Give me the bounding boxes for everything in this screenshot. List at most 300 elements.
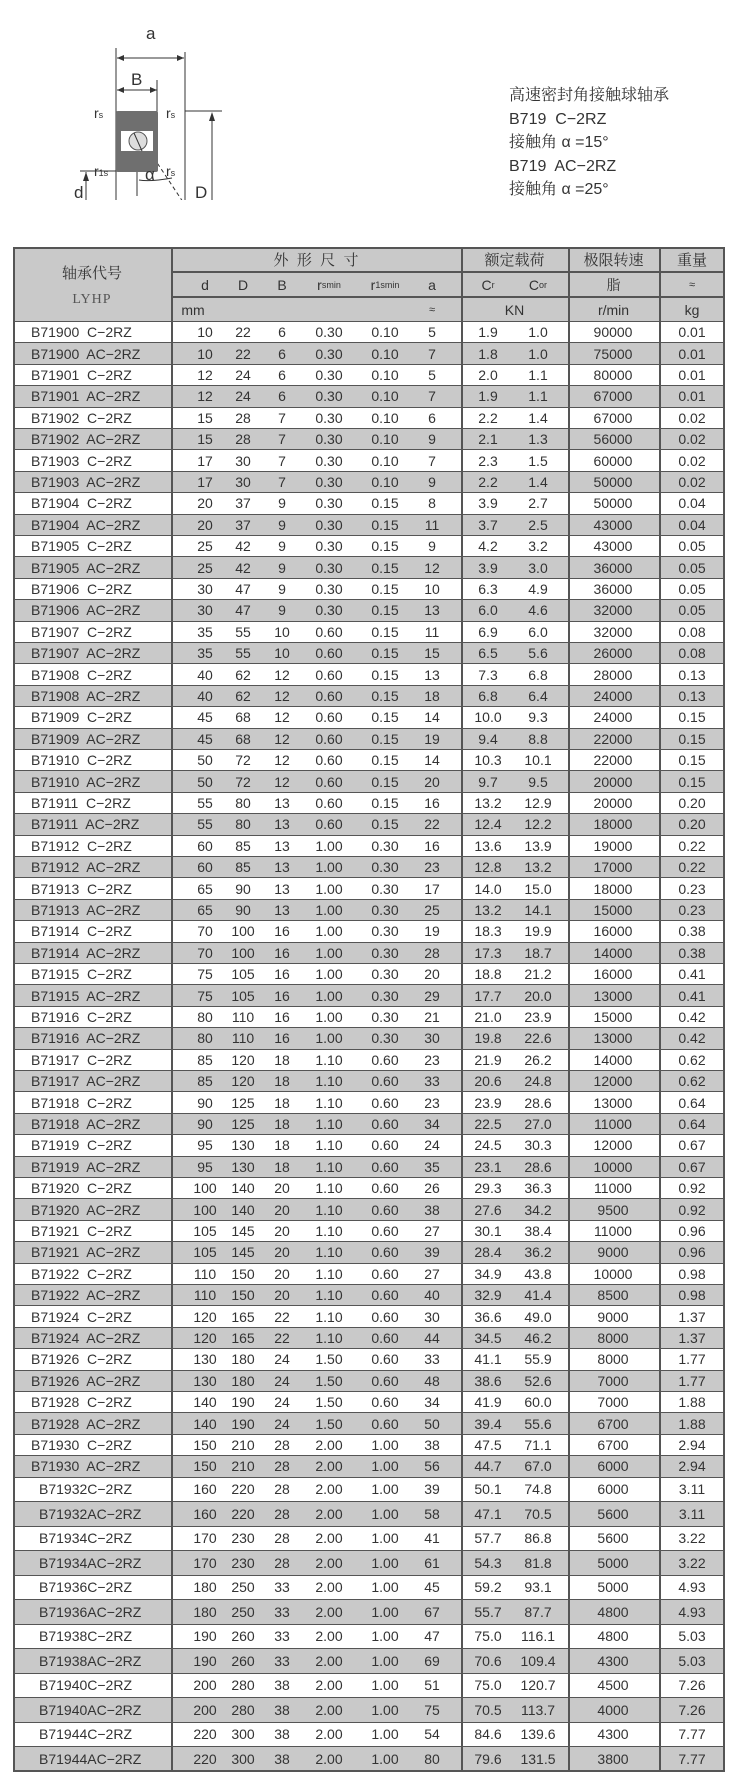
cell-D: 145 bbox=[231, 1244, 255, 1261]
cell-r1smin: 0.60 bbox=[371, 1094, 399, 1111]
cell-B: 9 bbox=[278, 559, 286, 576]
label-alpha: α bbox=[145, 165, 155, 184]
cell-D: 120 bbox=[231, 1073, 255, 1090]
cell-cr: 6.8 bbox=[478, 687, 498, 704]
cell-D: 100 bbox=[231, 923, 255, 940]
cell-r1smin: 0.15 bbox=[371, 666, 399, 683]
cell-cor: 19.9 bbox=[524, 923, 552, 940]
cell-r1smin: 0.60 bbox=[371, 1351, 399, 1368]
table-row bbox=[13, 1306, 725, 1327]
cell-a: 39 bbox=[424, 1244, 440, 1261]
cell-a: 38 bbox=[424, 1201, 440, 1218]
cell-d: 180 bbox=[193, 1603, 217, 1620]
unit-speed: r/min bbox=[597, 301, 630, 318]
svg-text:rs: rs bbox=[166, 105, 176, 121]
table-row bbox=[13, 1413, 725, 1434]
table-row bbox=[13, 878, 725, 899]
header-divider bbox=[171, 271, 725, 273]
cell-r1smin: 0.60 bbox=[371, 1073, 399, 1090]
cell-weight: 4.93 bbox=[678, 1579, 706, 1596]
cell-weight: 0.38 bbox=[678, 923, 706, 940]
cell-r1smin: 0.30 bbox=[371, 837, 399, 854]
cell-D: 220 bbox=[231, 1505, 255, 1522]
cell-weight: 1.77 bbox=[678, 1351, 706, 1368]
cell-designation: B71916 AC−2RZ bbox=[31, 1030, 141, 1047]
cell-weight: 0.62 bbox=[678, 1073, 706, 1090]
header-col-a: a bbox=[428, 276, 436, 293]
svg-text:r1s: r1s bbox=[94, 163, 109, 179]
cell-a: 80 bbox=[424, 1750, 440, 1767]
cell-B: 13 bbox=[274, 837, 290, 854]
cell-d: 150 bbox=[193, 1458, 217, 1475]
cell-a: 47 bbox=[424, 1628, 440, 1645]
cell-cor: 34.2 bbox=[524, 1201, 552, 1218]
header-weight: 重量 bbox=[676, 252, 707, 269]
cell-speed: 11000 bbox=[594, 1222, 632, 1239]
cell-cr: 39.4 bbox=[474, 1415, 502, 1432]
cell-d: 50 bbox=[197, 773, 213, 790]
cell-D: 130 bbox=[231, 1137, 255, 1154]
cell-designation: B71944AC−2RZ bbox=[39, 1750, 142, 1767]
cell-D: 90 bbox=[235, 880, 251, 897]
cell-d: 90 bbox=[197, 1094, 213, 1111]
cell-r1smin: 0.60 bbox=[371, 1265, 399, 1282]
cell-d: 130 bbox=[193, 1372, 217, 1389]
cell-d: 25 bbox=[197, 538, 213, 555]
cell-rsmin: 2.00 bbox=[315, 1579, 343, 1596]
cell-D: 30 bbox=[235, 473, 251, 490]
cell-speed: 36000 bbox=[593, 559, 633, 576]
cell-B: 28 bbox=[274, 1505, 290, 1522]
table-row bbox=[13, 1114, 725, 1135]
cell-cor: 9.5 bbox=[528, 773, 548, 790]
cell-rsmin: 2.00 bbox=[315, 1458, 343, 1475]
cell-B: 38 bbox=[274, 1701, 290, 1718]
cell-a: 45 bbox=[424, 1579, 440, 1596]
cell-weight: 0.42 bbox=[678, 1030, 706, 1047]
cell-d: 40 bbox=[197, 687, 213, 704]
cell-D: 80 bbox=[235, 816, 251, 833]
cell-cor: 109.4 bbox=[520, 1652, 556, 1669]
cell-cor: 1.1 bbox=[528, 366, 548, 383]
cell-cr: 17.7 bbox=[474, 987, 502, 1004]
header-load-rating: 额定载荷 bbox=[484, 252, 545, 269]
cell-speed: 90000 bbox=[593, 324, 633, 341]
cell-cor: 1.0 bbox=[528, 324, 548, 341]
cell-d: 105 bbox=[193, 1244, 217, 1261]
cell-d: 35 bbox=[197, 645, 213, 662]
label-a: a bbox=[146, 24, 156, 43]
cell-a: 9 bbox=[428, 473, 436, 490]
cell-B: 33 bbox=[274, 1579, 290, 1596]
cell-cor: 6.8 bbox=[528, 666, 548, 683]
cell-designation: B71915 C−2RZ bbox=[31, 966, 132, 983]
bearing-cross-section-diagram bbox=[40, 20, 240, 200]
cell-cr: 55.7 bbox=[474, 1603, 502, 1620]
column-divider bbox=[568, 247, 570, 1772]
cell-rsmin: 1.00 bbox=[315, 1030, 343, 1047]
cell-rsmin: 2.00 bbox=[315, 1554, 343, 1571]
cell-speed: 17000 bbox=[593, 859, 633, 876]
table-row bbox=[13, 771, 725, 792]
cell-cor: 14.1 bbox=[524, 901, 552, 918]
cell-r1smin: 0.30 bbox=[371, 923, 399, 940]
cell-designation: B71900 AC−2RZ bbox=[31, 345, 141, 362]
table-row bbox=[13, 643, 725, 664]
cell-r1smin: 1.00 bbox=[371, 1458, 399, 1475]
cell-cr: 50.1 bbox=[474, 1481, 502, 1498]
cell-d: 120 bbox=[193, 1329, 217, 1346]
label-D: D bbox=[195, 183, 208, 200]
cell-designation: B71940AC−2RZ bbox=[39, 1701, 142, 1718]
cell-speed: 11000 bbox=[594, 1115, 632, 1132]
cell-r1smin: 0.60 bbox=[371, 1372, 399, 1389]
cell-designation: B71928 AC−2RZ bbox=[31, 1415, 141, 1432]
cell-r1smin: 0.30 bbox=[371, 901, 399, 918]
cell-speed: 24000 bbox=[593, 709, 633, 726]
cell-d: 220 bbox=[193, 1726, 217, 1743]
cell-weight: 0.67 bbox=[678, 1137, 706, 1154]
cell-rsmin: 2.00 bbox=[315, 1677, 343, 1694]
cell-designation: B71936C−2RZ bbox=[39, 1579, 133, 1596]
cell-cr: 44.7 bbox=[474, 1458, 502, 1475]
cell-D: 68 bbox=[235, 730, 251, 747]
cell-a: 30 bbox=[424, 1308, 440, 1325]
cell-D: 140 bbox=[231, 1201, 255, 1218]
cell-cor: 55.9 bbox=[524, 1351, 552, 1368]
cell-B: 12 bbox=[274, 773, 290, 790]
cell-speed: 15000 bbox=[593, 901, 633, 918]
table-row bbox=[13, 429, 725, 450]
cell-B: 13 bbox=[274, 816, 290, 833]
cell-B: 9 bbox=[278, 495, 286, 512]
cell-cr: 18.3 bbox=[474, 923, 502, 940]
table-row bbox=[13, 1478, 725, 1503]
cell-D: 165 bbox=[231, 1308, 255, 1325]
cell-cr: 13.6 bbox=[474, 837, 502, 854]
cell-designation: B71930 AC−2RZ bbox=[31, 1458, 141, 1475]
cell-d: 140 bbox=[193, 1415, 217, 1432]
cell-a: 27 bbox=[424, 1265, 440, 1282]
cell-B: 18 bbox=[274, 1094, 290, 1111]
cell-designation: B71932C−2RZ bbox=[39, 1481, 133, 1498]
cell-B: 13 bbox=[274, 901, 290, 918]
cell-rsmin: 1.00 bbox=[315, 901, 343, 918]
cell-a: 16 bbox=[424, 794, 440, 811]
cell-cr: 75.0 bbox=[474, 1677, 502, 1694]
cell-rsmin: 1.00 bbox=[315, 1008, 343, 1025]
cell-r1smin: 0.15 bbox=[371, 773, 399, 790]
cell-speed: 43000 bbox=[593, 516, 633, 533]
cell-a: 67 bbox=[424, 1603, 440, 1620]
cell-rsmin: 1.00 bbox=[315, 944, 343, 961]
header-col-B: B bbox=[277, 276, 287, 293]
cell-D: 42 bbox=[235, 559, 251, 576]
cell-speed: 18000 bbox=[593, 880, 633, 897]
cell-speed: 8000 bbox=[597, 1329, 629, 1346]
cell-weight: 0.02 bbox=[678, 409, 706, 426]
cell-speed: 32000 bbox=[593, 602, 633, 619]
cell-a: 6 bbox=[428, 409, 436, 426]
unit-a-approx: ≈ bbox=[428, 303, 436, 316]
cell-rsmin: 0.30 bbox=[315, 538, 343, 555]
header-col-D: D bbox=[237, 276, 249, 293]
cell-weight: 0.22 bbox=[678, 859, 706, 876]
cell-weight: 1.37 bbox=[678, 1329, 706, 1346]
table-row bbox=[13, 1698, 725, 1723]
cell-a: 24 bbox=[424, 1137, 440, 1154]
cell-d: 10 bbox=[197, 345, 213, 362]
cell-a: 13 bbox=[424, 602, 440, 619]
table-row bbox=[13, 664, 725, 685]
cell-D: 300 bbox=[231, 1726, 255, 1743]
cell-d: 180 bbox=[193, 1579, 217, 1596]
cell-d: 25 bbox=[197, 559, 213, 576]
cell-D: 180 bbox=[231, 1351, 255, 1368]
cell-rsmin: 1.10 bbox=[315, 1222, 343, 1239]
table-row bbox=[13, 450, 725, 471]
cell-rsmin: 0.60 bbox=[315, 709, 343, 726]
cell-rsmin: 0.60 bbox=[315, 816, 343, 833]
cell-D: 68 bbox=[235, 709, 251, 726]
cell-weight: 2.94 bbox=[678, 1458, 706, 1475]
cell-r1smin: 0.10 bbox=[371, 366, 399, 383]
cell-rsmin: 0.30 bbox=[315, 473, 343, 490]
cell-D: 110 bbox=[231, 1008, 255, 1025]
cell-speed: 3800 bbox=[597, 1750, 629, 1767]
cell-cor: 87.7 bbox=[524, 1603, 552, 1620]
cell-weight: 3.22 bbox=[678, 1554, 706, 1571]
series-c: B719 C−2RZ bbox=[509, 110, 607, 128]
cell-D: 42 bbox=[235, 538, 251, 555]
table-row bbox=[13, 750, 725, 771]
cell-rsmin: 2.00 bbox=[315, 1505, 343, 1522]
cell-cr: 6.9 bbox=[478, 623, 498, 640]
table-row bbox=[13, 793, 725, 814]
cell-rsmin: 0.60 bbox=[315, 752, 343, 769]
cell-d: 100 bbox=[193, 1201, 217, 1218]
cell-B: 28 bbox=[274, 1554, 290, 1571]
cell-rsmin: 1.10 bbox=[315, 1180, 343, 1197]
cell-d: 55 bbox=[197, 816, 213, 833]
cell-cor: 6.0 bbox=[528, 623, 548, 640]
cell-weight: 3.11 bbox=[678, 1481, 706, 1498]
cell-r1smin: 0.30 bbox=[371, 859, 399, 876]
cell-r1smin: 0.15 bbox=[371, 559, 399, 576]
cell-r1smin: 0.60 bbox=[371, 1287, 399, 1304]
cell-speed: 15000 bbox=[593, 1008, 633, 1025]
cell-B: 16 bbox=[274, 966, 290, 983]
cell-designation: B71911 AC−2RZ bbox=[31, 816, 140, 833]
cell-r1smin: 1.00 bbox=[371, 1628, 399, 1645]
cell-cor: 1.4 bbox=[528, 409, 548, 426]
cell-weight: 0.62 bbox=[678, 1051, 706, 1068]
cell-a: 21 bbox=[424, 1008, 440, 1025]
cell-D: 280 bbox=[231, 1677, 255, 1694]
cell-cor: 6.4 bbox=[528, 687, 548, 704]
cell-r1smin: 0.10 bbox=[371, 345, 399, 362]
cell-speed: 4500 bbox=[597, 1677, 629, 1694]
cell-a: 7 bbox=[428, 452, 436, 469]
cell-rsmin: 1.00 bbox=[315, 880, 343, 897]
cell-speed: 7000 bbox=[597, 1372, 629, 1389]
cell-r1smin: 0.10 bbox=[371, 473, 399, 490]
cell-cor: 43.8 bbox=[524, 1265, 552, 1282]
cell-designation: B71920 AC−2RZ bbox=[31, 1201, 141, 1218]
cell-cr: 19.8 bbox=[474, 1030, 502, 1047]
cell-cor: 1.1 bbox=[528, 388, 548, 405]
cell-d: 120 bbox=[193, 1308, 217, 1325]
cell-cr: 9.7 bbox=[478, 773, 498, 790]
cell-cr: 32.9 bbox=[474, 1287, 502, 1304]
cell-r1smin: 0.15 bbox=[371, 645, 399, 662]
cell-cor: 55.6 bbox=[524, 1415, 552, 1432]
cell-rsmin: 0.30 bbox=[315, 580, 343, 597]
cell-weight: 0.02 bbox=[678, 431, 706, 448]
cell-designation: B71918 C−2RZ bbox=[31, 1094, 132, 1111]
table-row bbox=[13, 1625, 725, 1650]
cell-a: 20 bbox=[424, 966, 440, 983]
cell-D: 145 bbox=[231, 1222, 255, 1239]
cell-a: 5 bbox=[428, 366, 436, 383]
cell-r1smin: 0.60 bbox=[371, 1329, 399, 1346]
cell-cr: 7.3 bbox=[478, 666, 498, 683]
cell-designation: B71901 AC−2RZ bbox=[31, 388, 141, 405]
cell-B: 9 bbox=[278, 516, 286, 533]
cell-D: 150 bbox=[231, 1265, 255, 1282]
cell-D: 37 bbox=[235, 495, 251, 512]
cell-cr: 70.6 bbox=[474, 1652, 502, 1669]
cell-designation: B71936AC−2RZ bbox=[39, 1603, 142, 1620]
cell-cor: 36.2 bbox=[524, 1244, 552, 1261]
cell-d: 30 bbox=[197, 580, 213, 597]
table-row bbox=[13, 557, 725, 578]
cell-speed: 13000 bbox=[593, 987, 633, 1004]
cell-B: 9 bbox=[278, 602, 286, 619]
cell-D: 105 bbox=[231, 987, 255, 1004]
cell-D: 260 bbox=[231, 1628, 255, 1645]
cell-d: 85 bbox=[197, 1051, 213, 1068]
cell-B: 7 bbox=[278, 473, 286, 490]
cell-a: 41 bbox=[424, 1530, 440, 1547]
cell-a: 22 bbox=[424, 816, 440, 833]
cell-speed: 20000 bbox=[593, 773, 633, 790]
header-weight-approx: ≈ bbox=[688, 278, 696, 291]
cell-rsmin: 0.60 bbox=[315, 687, 343, 704]
cell-B: 10 bbox=[274, 623, 290, 640]
cell-weight: 0.22 bbox=[678, 837, 706, 854]
cell-d: 45 bbox=[197, 709, 213, 726]
cell-designation: B71901 C−2RZ bbox=[31, 366, 132, 383]
cell-B: 24 bbox=[274, 1394, 290, 1411]
cell-r1smin: 1.00 bbox=[371, 1530, 399, 1547]
cell-B: 18 bbox=[274, 1073, 290, 1090]
cell-cor: 67.0 bbox=[524, 1458, 552, 1475]
cell-weight: 0.02 bbox=[678, 452, 706, 469]
cell-rsmin: 2.00 bbox=[315, 1652, 343, 1669]
cell-B: 7 bbox=[278, 431, 286, 448]
cell-designation: B71907 AC−2RZ bbox=[31, 645, 141, 662]
cell-rsmin: 2.00 bbox=[315, 1701, 343, 1718]
cell-r1smin: 0.60 bbox=[371, 1308, 399, 1325]
cell-D: 80 bbox=[235, 794, 251, 811]
cell-cor: 52.6 bbox=[524, 1372, 552, 1389]
cell-speed: 20000 bbox=[593, 794, 633, 811]
cell-speed: 4300 bbox=[597, 1726, 629, 1743]
table-row bbox=[13, 1435, 725, 1456]
cell-cor: 12.2 bbox=[524, 816, 552, 833]
cell-weight: 0.64 bbox=[678, 1115, 706, 1132]
cell-weight: 0.96 bbox=[678, 1222, 706, 1239]
cell-a: 19 bbox=[424, 730, 440, 747]
table-row bbox=[13, 1502, 725, 1527]
cell-a: 44 bbox=[424, 1329, 440, 1346]
cell-D: 72 bbox=[235, 752, 251, 769]
table-row bbox=[13, 1551, 725, 1576]
cell-B: 28 bbox=[274, 1481, 290, 1498]
cell-a: 30 bbox=[424, 1030, 440, 1047]
cell-r1smin: 0.60 bbox=[371, 1244, 399, 1261]
product-title: 高速密封角接触球轴承 bbox=[509, 87, 670, 104]
table-row bbox=[13, 408, 725, 429]
unit-mm: mm bbox=[181, 301, 205, 318]
cell-weight: 3.11 bbox=[678, 1505, 706, 1522]
cell-B: 20 bbox=[274, 1180, 290, 1197]
cell-speed: 6000 bbox=[597, 1458, 629, 1475]
cell-cr: 23.9 bbox=[474, 1094, 502, 1111]
header-col-d: d bbox=[201, 276, 209, 293]
cell-cr: 4.2 bbox=[478, 538, 498, 555]
cell-D: 165 bbox=[231, 1329, 255, 1346]
header-dimensions: 外 形 尺 寸 bbox=[273, 252, 359, 269]
series-ac: B719 AC−2RZ bbox=[509, 157, 617, 175]
cell-weight: 0.04 bbox=[678, 516, 706, 533]
table-row bbox=[13, 729, 725, 750]
cell-designation: B71921 AC−2RZ bbox=[31, 1244, 141, 1261]
cell-rsmin: 1.50 bbox=[315, 1394, 343, 1411]
cell-r1smin: 0.30 bbox=[371, 1030, 399, 1047]
cell-rsmin: 2.00 bbox=[315, 1750, 343, 1767]
cell-d: 65 bbox=[197, 880, 213, 897]
table-row bbox=[13, 1527, 725, 1552]
cell-r1smin: 0.60 bbox=[371, 1158, 399, 1175]
cell-D: 125 bbox=[231, 1094, 255, 1111]
cell-cor: 10.1 bbox=[524, 752, 552, 769]
cell-r1smin: 1.00 bbox=[371, 1481, 399, 1498]
cell-r1smin: 0.60 bbox=[371, 1201, 399, 1218]
cell-designation: B71908 AC−2RZ bbox=[31, 687, 141, 704]
cell-speed: 7000 bbox=[597, 1394, 629, 1411]
cell-cor: 38.4 bbox=[524, 1222, 552, 1239]
cell-weight: 0.20 bbox=[678, 816, 706, 833]
cell-r1smin: 0.10 bbox=[371, 409, 399, 426]
cell-a: 28 bbox=[424, 944, 440, 961]
cell-rsmin: 0.60 bbox=[315, 666, 343, 683]
cell-rsmin: 0.30 bbox=[315, 324, 343, 341]
cell-D: 110 bbox=[231, 1030, 255, 1047]
cell-cor: 5.6 bbox=[528, 645, 548, 662]
cell-a: 11 bbox=[424, 516, 440, 533]
cell-cor: 36.3 bbox=[524, 1180, 552, 1197]
cell-r1smin: 0.60 bbox=[371, 1115, 399, 1132]
cell-weight: 0.42 bbox=[678, 1008, 706, 1025]
cell-r1smin: 0.10 bbox=[371, 452, 399, 469]
cell-speed: 4000 bbox=[597, 1701, 629, 1718]
cell-d: 60 bbox=[197, 859, 213, 876]
header-speed-limit: 极限转速 bbox=[583, 252, 644, 269]
table-row bbox=[13, 1135, 725, 1156]
cell-cor: 113.7 bbox=[521, 1701, 555, 1718]
